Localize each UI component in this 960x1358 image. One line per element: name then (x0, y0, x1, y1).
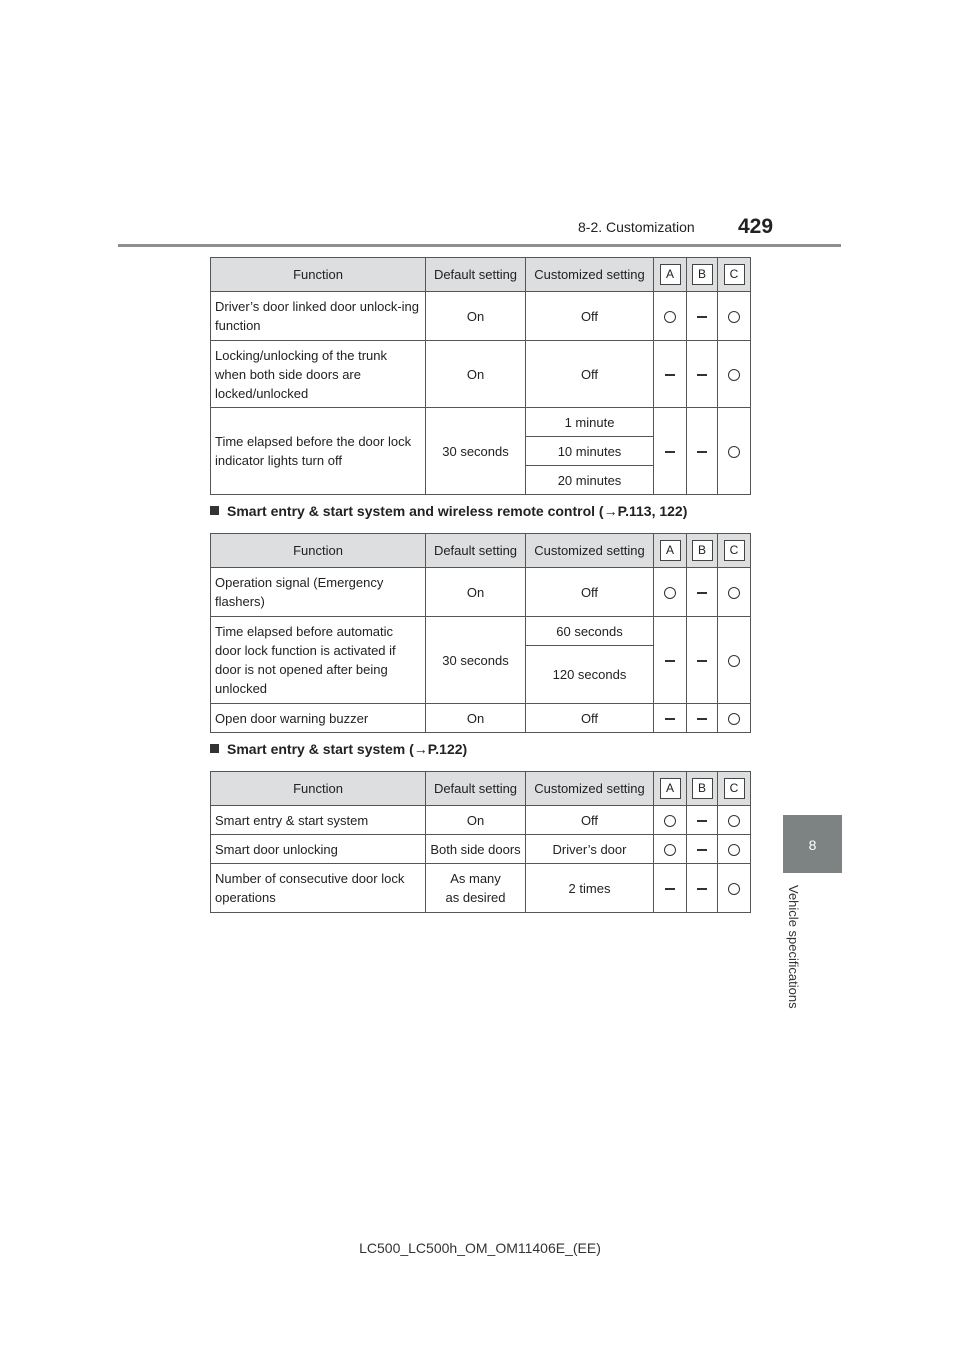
col-c-label: C (724, 778, 745, 799)
dash-mark-icon (665, 888, 675, 889)
table-row (211, 835, 751, 864)
page-number: 429 (738, 215, 774, 238)
mark-cell (654, 341, 687, 408)
col-a (654, 258, 687, 292)
section-title-smart-entry (210, 741, 467, 757)
col-function: Function (211, 534, 426, 568)
mark-cell (687, 864, 718, 913)
default-cell: As many as desired (426, 864, 526, 913)
mark-cell (654, 806, 687, 835)
default-cell: On (426, 568, 526, 617)
dash-mark-icon (697, 316, 707, 317)
table-row (211, 568, 751, 617)
mark-cell (654, 292, 687, 341)
col-b (687, 772, 718, 806)
mark-cell (718, 341, 751, 408)
customization-table-smart-entry (210, 771, 751, 913)
customized-cell: 60 seconds (526, 617, 654, 646)
circle-mark-icon (728, 587, 740, 599)
mark-cell (718, 806, 751, 835)
chapter-number: 8 (808, 837, 817, 853)
mark-cell (654, 704, 687, 733)
mark-cell (654, 568, 687, 617)
circle-mark-icon (728, 815, 740, 827)
mark-cell (687, 568, 718, 617)
customized-cell: Off (526, 704, 654, 733)
mark-cell (687, 617, 718, 704)
col-b-label: B (692, 778, 713, 799)
dash-mark-icon (697, 451, 707, 452)
chapter-label: Vehicle specifications (786, 885, 801, 1009)
col-b-label: B (692, 540, 713, 561)
circle-mark-icon (728, 446, 740, 458)
customized-cell: Driver’s door (526, 835, 654, 864)
table-row (211, 864, 751, 913)
col-default: Default setting (426, 534, 526, 568)
table-header (211, 534, 751, 568)
dash-mark-icon (665, 374, 675, 375)
section-title-text: Smart entry & start system and wireless remote control (→P.113, 122) (227, 503, 688, 519)
col-c (718, 258, 751, 292)
default-cell: On (426, 704, 526, 733)
mark-cell (654, 835, 687, 864)
customized-cell: Off (526, 806, 654, 835)
bullet-square-icon (210, 744, 219, 753)
col-a (654, 772, 687, 806)
col-a-label: A (660, 264, 681, 285)
circle-mark-icon (664, 587, 676, 599)
dash-mark-icon (697, 374, 707, 375)
col-function: Function (211, 258, 426, 292)
function-cell: Time elapsed before the door lock indicator lights turn off (211, 408, 426, 495)
circle-mark-icon (728, 655, 740, 667)
function-cell: Number of consecutive door lock operations (211, 864, 426, 913)
function-cell: Driver’s door linked door unlock-ing function (211, 292, 426, 341)
mark-cell (718, 292, 751, 341)
function-cell: Smart door unlocking (211, 835, 426, 864)
customization-table-door-lock (210, 257, 751, 495)
col-default: Default setting (426, 772, 526, 806)
customization-table-smart-entry-remote (210, 533, 751, 733)
mark-cell (718, 864, 751, 913)
mark-cell (654, 408, 687, 495)
document-code: LC500_LC500h_OM_OM11406E_(EE) (359, 1240, 601, 1256)
table-body (211, 568, 751, 733)
customized-cell: 2 times (526, 864, 654, 913)
table-header (211, 258, 751, 292)
mark-cell (718, 408, 751, 495)
col-c-label: C (724, 540, 745, 561)
dash-mark-icon (697, 592, 707, 593)
dash-mark-icon (697, 888, 707, 889)
mark-cell (718, 617, 751, 704)
mark-cell (687, 704, 718, 733)
default-cell: On (426, 806, 526, 835)
default-cell: On (426, 292, 526, 341)
mark-cell (718, 704, 751, 733)
col-c-label: C (724, 264, 745, 285)
function-cell: Locking/unlocking of the trunk when both side doors are locked/unlocked (211, 341, 426, 408)
col-c (718, 534, 751, 568)
customized-cell: Off (526, 292, 654, 341)
dash-mark-icon (697, 660, 707, 661)
circle-mark-icon (664, 815, 676, 827)
table-row (211, 408, 751, 437)
section-title-text: Smart entry & start system (→P.122) (227, 741, 468, 757)
mark-cell (718, 568, 751, 617)
default-cell: On (426, 341, 526, 408)
col-function: Function (211, 772, 426, 806)
col-customized: Customized setting (526, 258, 654, 292)
customized-cell: 10 minutes (526, 437, 654, 466)
table-row (211, 806, 751, 835)
function-cell: Time elapsed before automatic door lock function is activated if door is not opened after being unlocked (211, 617, 426, 704)
col-default: Default setting (426, 258, 526, 292)
circle-mark-icon (728, 883, 740, 895)
col-a-label: A (660, 778, 681, 799)
customized-cell: 120 seconds (526, 646, 654, 704)
section-heading: 8-2. Customization (578, 219, 695, 235)
customized-cell: 1 minute (526, 408, 654, 437)
function-cell: Smart entry & start system (211, 806, 426, 835)
function-cell: Operation signal (Emergency flashers) (211, 568, 426, 617)
circle-mark-icon (728, 369, 740, 381)
chapter-label-wrap (779, 885, 807, 1025)
table-row (211, 617, 751, 646)
dash-mark-icon (697, 820, 707, 821)
header-divider (118, 244, 841, 247)
mark-cell (687, 835, 718, 864)
mark-cell (687, 408, 718, 495)
table-header (211, 772, 751, 806)
col-c (718, 772, 751, 806)
table-row (211, 704, 751, 733)
dash-mark-icon (697, 718, 707, 719)
mark-cell (687, 806, 718, 835)
mark-cell (687, 341, 718, 408)
mark-cell (654, 864, 687, 913)
col-b (687, 258, 718, 292)
default-cell: 30 seconds (426, 408, 526, 495)
customized-cell: Off (526, 341, 654, 408)
table-body (211, 806, 751, 913)
dash-mark-icon (665, 718, 675, 719)
col-a-label: A (660, 540, 681, 561)
bullet-square-icon (210, 506, 219, 515)
default-cell: 30 seconds (426, 617, 526, 704)
col-customized: Customized setting (526, 534, 654, 568)
col-b-label: B (692, 264, 713, 285)
dash-mark-icon (697, 849, 707, 850)
customized-cell: 20 minutes (526, 466, 654, 495)
circle-mark-icon (728, 844, 740, 856)
table-row (211, 292, 751, 341)
section-title-smart-entry-remote (210, 503, 687, 519)
circle-mark-icon (664, 311, 676, 323)
default-cell: Both side doors (426, 835, 526, 864)
dash-mark-icon (665, 660, 675, 661)
mark-cell (718, 835, 751, 864)
customized-cell: Off (526, 568, 654, 617)
circle-mark-icon (728, 713, 740, 725)
mark-cell (687, 292, 718, 341)
chapter-tab (783, 815, 842, 873)
col-customized: Customized setting (526, 772, 654, 806)
table-body (211, 292, 751, 495)
mark-cell (654, 617, 687, 704)
function-cell: Open door warning buzzer (211, 704, 426, 733)
table-row (211, 341, 751, 408)
circle-mark-icon (664, 844, 676, 856)
col-a (654, 534, 687, 568)
circle-mark-icon (728, 311, 740, 323)
dash-mark-icon (665, 451, 675, 452)
col-b (687, 534, 718, 568)
